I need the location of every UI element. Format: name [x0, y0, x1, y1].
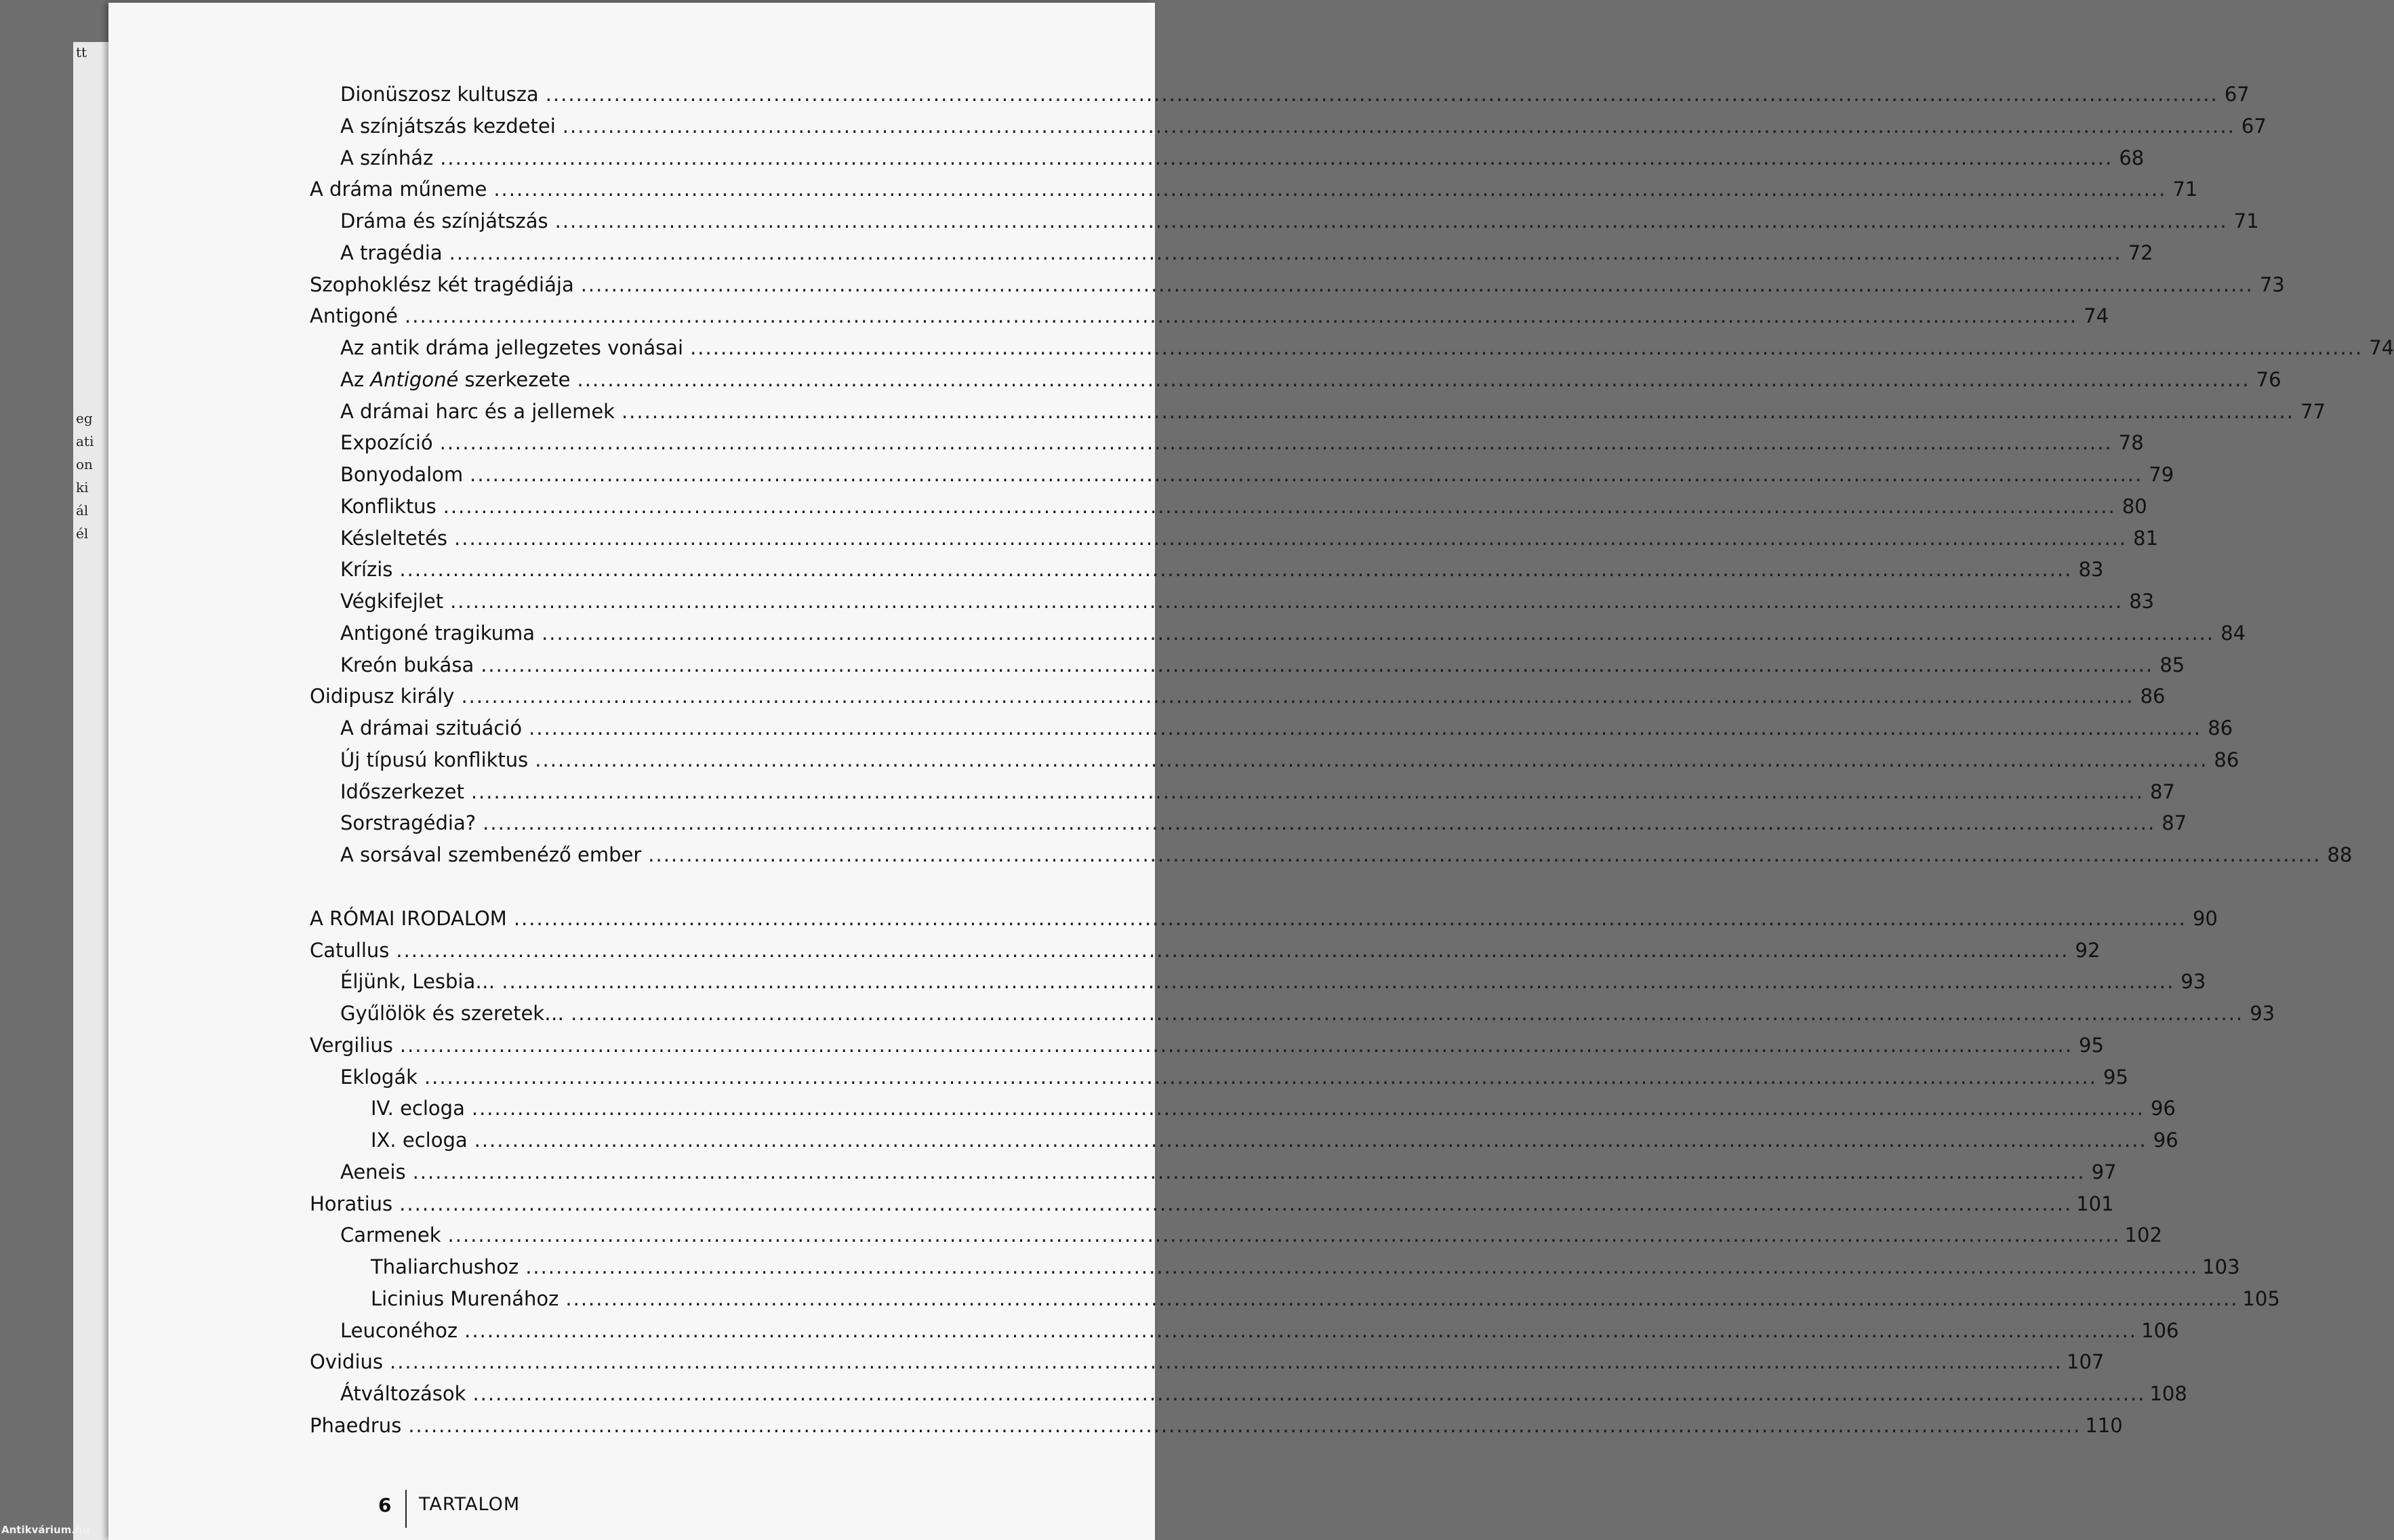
toc-leader-dots: ............................................................................................................................................................................................................................ [454, 526, 2128, 550]
toc-entry [310, 1030, 2104, 1061]
page-number: 6 [378, 1494, 392, 1516]
toc-leader-dots: ............................................................................................................................................................................................................................ [471, 1097, 2145, 1120]
toc-leader-dots: ............................................................................................................................................................................................................................ [542, 621, 2215, 645]
toc-entry [340, 332, 2394, 363]
toc-entry [340, 966, 2206, 997]
toc-leader-dots: ............................................................................................................................................................................................................................ [577, 367, 2250, 391]
toc-entry-page: 95 [2103, 1065, 2128, 1089]
toc-entry-page: 107 [2067, 1350, 2105, 1374]
toc-entry-page: 87 [2162, 811, 2187, 835]
toc-entry-title: A drámai harc és a jellemek [340, 399, 615, 423]
toc-entry [340, 1219, 2162, 1251]
toc-leader-dots: ............................................................................................................................................................................................................................ [464, 1318, 2138, 1342]
underlying-fragment: ál [76, 502, 89, 519]
toc-entry-title: Expozíció [340, 431, 433, 455]
toc-leader-dots: ............................................................................................................................................................................................................................ [399, 1033, 2073, 1057]
toc-entry-page: 108 [2149, 1382, 2187, 1405]
toc-entry-title: Krízis [340, 558, 393, 582]
underlying-fragment: ki [76, 479, 89, 495]
toc-entry-title: A színjátszás kezdetei [340, 114, 556, 138]
toc-entry-title-italic: Antigoné [370, 367, 459, 391]
toc-entry-title: Szophoklész két tragédiája [310, 272, 574, 296]
toc-entry-title: Catullus [310, 938, 390, 962]
toc-entry-page: 102 [2124, 1223, 2162, 1247]
toc-entry-page: 72 [2128, 241, 2153, 264]
toc-entry-page: 101 [2076, 1192, 2114, 1215]
toc-entry [371, 1251, 2240, 1282]
toc-entry [340, 776, 2175, 807]
toc-entry [310, 903, 2218, 934]
toc-entry-page: 92 [2075, 938, 2101, 962]
toc-entry-title: Dráma és színjátszás [340, 209, 548, 232]
toc-entry [310, 1188, 2114, 1219]
toc-entry [340, 617, 2246, 649]
toc-entry-page: 86 [2140, 685, 2166, 708]
toc-entry-title: A RÓMAI IRODALOM [310, 906, 507, 930]
underlying-fragment: on [76, 456, 93, 472]
toc-leader-dots: ............................................................................................................................................................................................................................ [399, 1192, 2073, 1215]
toc-entry-title: Antigoné [310, 304, 399, 328]
toc-entry-page: 93 [2250, 1002, 2275, 1025]
toc-leader-dots: ............................................................................................................................................................................................................................ [440, 146, 2113, 169]
toc-entry-page: 71 [2172, 178, 2198, 201]
toc-entry-title: A drámai szituáció [340, 716, 523, 739]
toc-entry-title: Végkifejlet [340, 590, 444, 613]
toc-entry-page: 103 [2202, 1255, 2240, 1278]
underlying-fragment: tt [76, 44, 87, 60]
toc-leader-dots: ............................................................................................................................................................................................................................ [571, 1002, 2244, 1025]
toc-entry-page: 87 [2149, 779, 2175, 803]
toc-entry [310, 681, 2166, 712]
toc-entry-page: 96 [2153, 1129, 2178, 1152]
toc-entry-title: Eklogák [340, 1065, 418, 1089]
toc-leader-dots: ............................................................................................................................................................................................................................ [399, 558, 2073, 582]
toc-leader-dots: ............................................................................................................................................................................................................................ [461, 685, 2134, 708]
toc-entry [340, 1315, 2179, 1346]
toc-entry-title: Phaedrus [310, 1413, 402, 1437]
toc-entry-page: 73 [2259, 272, 2285, 296]
toc-entry-page: 106 [2141, 1318, 2179, 1342]
toc-entry-page: 71 [2233, 209, 2259, 232]
toc-entry [340, 1378, 2187, 1409]
toc-entry [340, 205, 2259, 237]
toc-entry-page: 74 [2084, 304, 2109, 328]
toc-entry-page: 68 [2119, 146, 2145, 169]
toc-entry-page: 67 [2241, 114, 2267, 138]
toc-entry-title: IX. ecloga [371, 1129, 468, 1152]
toc-entry [340, 744, 2239, 775]
toc-entry-title: Thaliarchushoz [371, 1255, 519, 1278]
toc-entry [340, 554, 2104, 585]
table-of-contents [108, 3, 2394, 1540]
toc-entry [340, 459, 2174, 490]
toc-entry [340, 396, 2326, 427]
toc-entry [340, 79, 2250, 110]
toc-entry-page: 79 [2149, 463, 2174, 486]
toc-entry-page: 93 [2180, 970, 2206, 994]
underlying-fragment: ati [76, 433, 94, 449]
toc-leader-dots: ............................................................................................................................................................................................................................ [450, 590, 2124, 613]
toc-entry [310, 174, 2198, 205]
toc-leader-dots: ............................................................................................................................................................................................................................ [493, 178, 2167, 201]
toc-leader-dots: ............................................................................................................................................................................................................................ [449, 241, 2122, 264]
toc-entry-title: Leuconéhoz [340, 1318, 458, 1342]
toc-entry-title: A tragédia [340, 241, 443, 264]
toc-entry-title: Oidipusz király [310, 685, 455, 708]
toc-entry [371, 1124, 2178, 1156]
toc-entry [310, 1410, 2123, 1441]
toc-entry-title: Ovidius [310, 1350, 383, 1374]
toc-entry [340, 998, 2275, 1029]
toc-entry-page: 67 [2224, 83, 2250, 106]
toc-entry-page: 110 [2085, 1413, 2123, 1437]
toc-leader-dots: ............................................................................................................................................................................................................................ [648, 843, 2321, 866]
toc-entry [340, 839, 2353, 870]
toc-entry-title: A sorsával szembenéző ember [340, 843, 642, 866]
toc-leader-dots: ............................................................................................................................................................................................................................ [535, 748, 2208, 771]
toc-leader-dots: ............................................................................................................................................................................................................................ [690, 336, 2363, 359]
toc-entry [310, 269, 2285, 300]
toc-entry-page: 105 [2242, 1286, 2280, 1310]
toc-leader-dots: ............................................................................................................................................................................................................................ [565, 1286, 2239, 1310]
watermark: Antikvárium.hu [1, 1524, 90, 1536]
toc-entry-title: Carmenek [340, 1223, 441, 1247]
toc-entry-title: Bonyodalom [340, 463, 464, 486]
toc-leader-dots: ............................................................................................................................................................................................................................ [424, 1065, 2097, 1089]
footer-divider [405, 1490, 407, 1528]
toc-entry-page: 88 [2327, 843, 2353, 866]
toc-entry [371, 1283, 2280, 1314]
toc-entry [310, 300, 2109, 331]
toc-entry-page: 86 [2214, 748, 2239, 771]
toc-entry-title: Kreón bukása [340, 653, 474, 676]
toc-leader-dots: ............................................................................................................................................................................................................................ [470, 779, 2144, 803]
toc-entry-title: Licinius Murenához [371, 1286, 559, 1310]
toc-entry-page: 74 [2369, 336, 2394, 359]
toc-entry [340, 586, 2155, 617]
toc-leader-dots: ............................................................................................................................................................................................................................ [470, 463, 2143, 486]
toc-entry-title: Aeneis [340, 1160, 406, 1183]
toc-entry-title: Horatius [310, 1192, 393, 1215]
toc-leader-dots: ............................................................................................................................................................................................................................ [405, 304, 2078, 328]
toc-entry-title: Az Antigoné szerkezete [340, 367, 571, 391]
toc-entry-page: 76 [2256, 367, 2281, 391]
toc-entry [340, 142, 2145, 174]
toc-entry-title: Időszerkezet [340, 779, 464, 803]
toc-entry-title: Konfliktus [340, 494, 437, 518]
toc-leader-dots: ............................................................................................................................................................................................................................ [502, 970, 2175, 994]
toc-entry-page: 78 [2118, 431, 2144, 455]
toc-entry-title: Sorstragédia? [340, 811, 476, 835]
toc-entry-page: 86 [2208, 716, 2233, 739]
toc-entry [340, 807, 2187, 838]
toc-leader-dots: ............................................................................................................................................................................................................................ [396, 938, 2069, 962]
toc-entry [340, 427, 2144, 458]
toc-leader-dots: ............................................................................................................................................................................................................................ [443, 494, 2116, 518]
toc-entry-title: Új típusú konfliktus [340, 748, 529, 771]
toc-leader-dots: ............................................................................................................................................................................................................................ [472, 1382, 2146, 1405]
toc-entry [310, 1346, 2105, 1377]
toc-entry-title: Késleltetés [340, 526, 448, 550]
underlying-fragment: él [76, 525, 89, 542]
toc-entry-title: IV. ecloga [371, 1097, 465, 1120]
toc-entry [340, 1156, 2117, 1188]
toc-entry-page: 77 [2300, 399, 2326, 423]
toc-entry-page: 83 [2129, 590, 2155, 613]
toc-leader-dots: ............................................................................................................................................................................................................................ [554, 209, 2228, 232]
toc-leader-dots: ............................................................................................................................................................................................................................ [621, 399, 2294, 423]
toc-entry [371, 1093, 2176, 1124]
toc-leader-dots: ............................................................................................................................................................................................................................ [474, 1129, 2147, 1152]
toc-page [108, 3, 2394, 1540]
toc-leader-dots: ............................................................................................................................................................................................................................ [390, 1350, 2063, 1374]
toc-entry-title: Gyűlölök és szeretek… [340, 1002, 565, 1025]
toc-entry-page: 90 [2192, 906, 2218, 930]
toc-entry-page: 84 [2220, 621, 2246, 645]
toc-leader-dots: ............................................................................................................................................................................................................................ [580, 272, 2254, 296]
toc-entry-page: 95 [2079, 1033, 2104, 1057]
toc-entry [340, 712, 2233, 744]
toc-entry-title: A dráma műneme [310, 178, 487, 201]
toc-entry [340, 110, 2267, 142]
running-footer: TARTALOM [419, 1494, 521, 1515]
toc-entry [310, 935, 2101, 966]
toc-entry-page: 96 [2150, 1097, 2176, 1120]
toc-leader-dots: ............................................................................................................................................................................................................................ [545, 83, 2218, 106]
underlying-fragment: eg [76, 410, 93, 426]
toc-entry-title: Antigoné tragikuma [340, 621, 535, 645]
toc-leader-dots: ............................................................................................................................................................................................................................ [513, 906, 2187, 930]
toc-leader-dots: ............................................................................................................................................................................................................................ [483, 811, 2156, 835]
toc-entry-page: 80 [2122, 494, 2147, 518]
toc-entry-title: Dionüszosz kultusza [340, 83, 539, 106]
toc-leader-dots: ............................................................................................................................................................................................................................ [481, 653, 2154, 676]
toc-entry [340, 364, 2281, 395]
toc-entry-title: Az antik dráma jellegzetes vonásai [340, 336, 684, 359]
toc-leader-dots: ............................................................................................................................................................................................................................ [408, 1413, 2082, 1437]
toc-leader-dots: ............................................................................................................................................................................................................................ [439, 431, 2113, 455]
toc-leader-dots: ............................................................................................................................................................................................................................ [447, 1223, 2121, 1247]
toc-entry [340, 523, 2159, 554]
toc-entry-page: 83 [2078, 558, 2104, 582]
toc-entry-title: Átváltozások [340, 1382, 466, 1405]
toc-entry-page: 85 [2159, 653, 2185, 676]
toc-leader-dots: ............................................................................................................................................................................................................................ [412, 1160, 2086, 1183]
toc-entry [340, 491, 2147, 522]
toc-entry-page: 97 [2091, 1160, 2117, 1183]
toc-leader-dots: ............................................................................................................................................................................................................................ [562, 114, 2235, 138]
toc-entry [340, 649, 2185, 681]
toc-entry [340, 237, 2153, 268]
toc-entry [340, 1061, 2128, 1093]
toc-entry-title: A színház [340, 146, 434, 169]
toc-leader-dots: ............................................................................................................................................................................................................................ [529, 716, 2202, 739]
toc-entry-title: Vergilius [310, 1033, 393, 1057]
toc-leader-dots: ............................................................................................................................................................................................................................ [525, 1255, 2199, 1278]
toc-entry-page: 81 [2133, 526, 2159, 550]
toc-entry-title: Éljünk, Lesbia… [340, 970, 495, 994]
